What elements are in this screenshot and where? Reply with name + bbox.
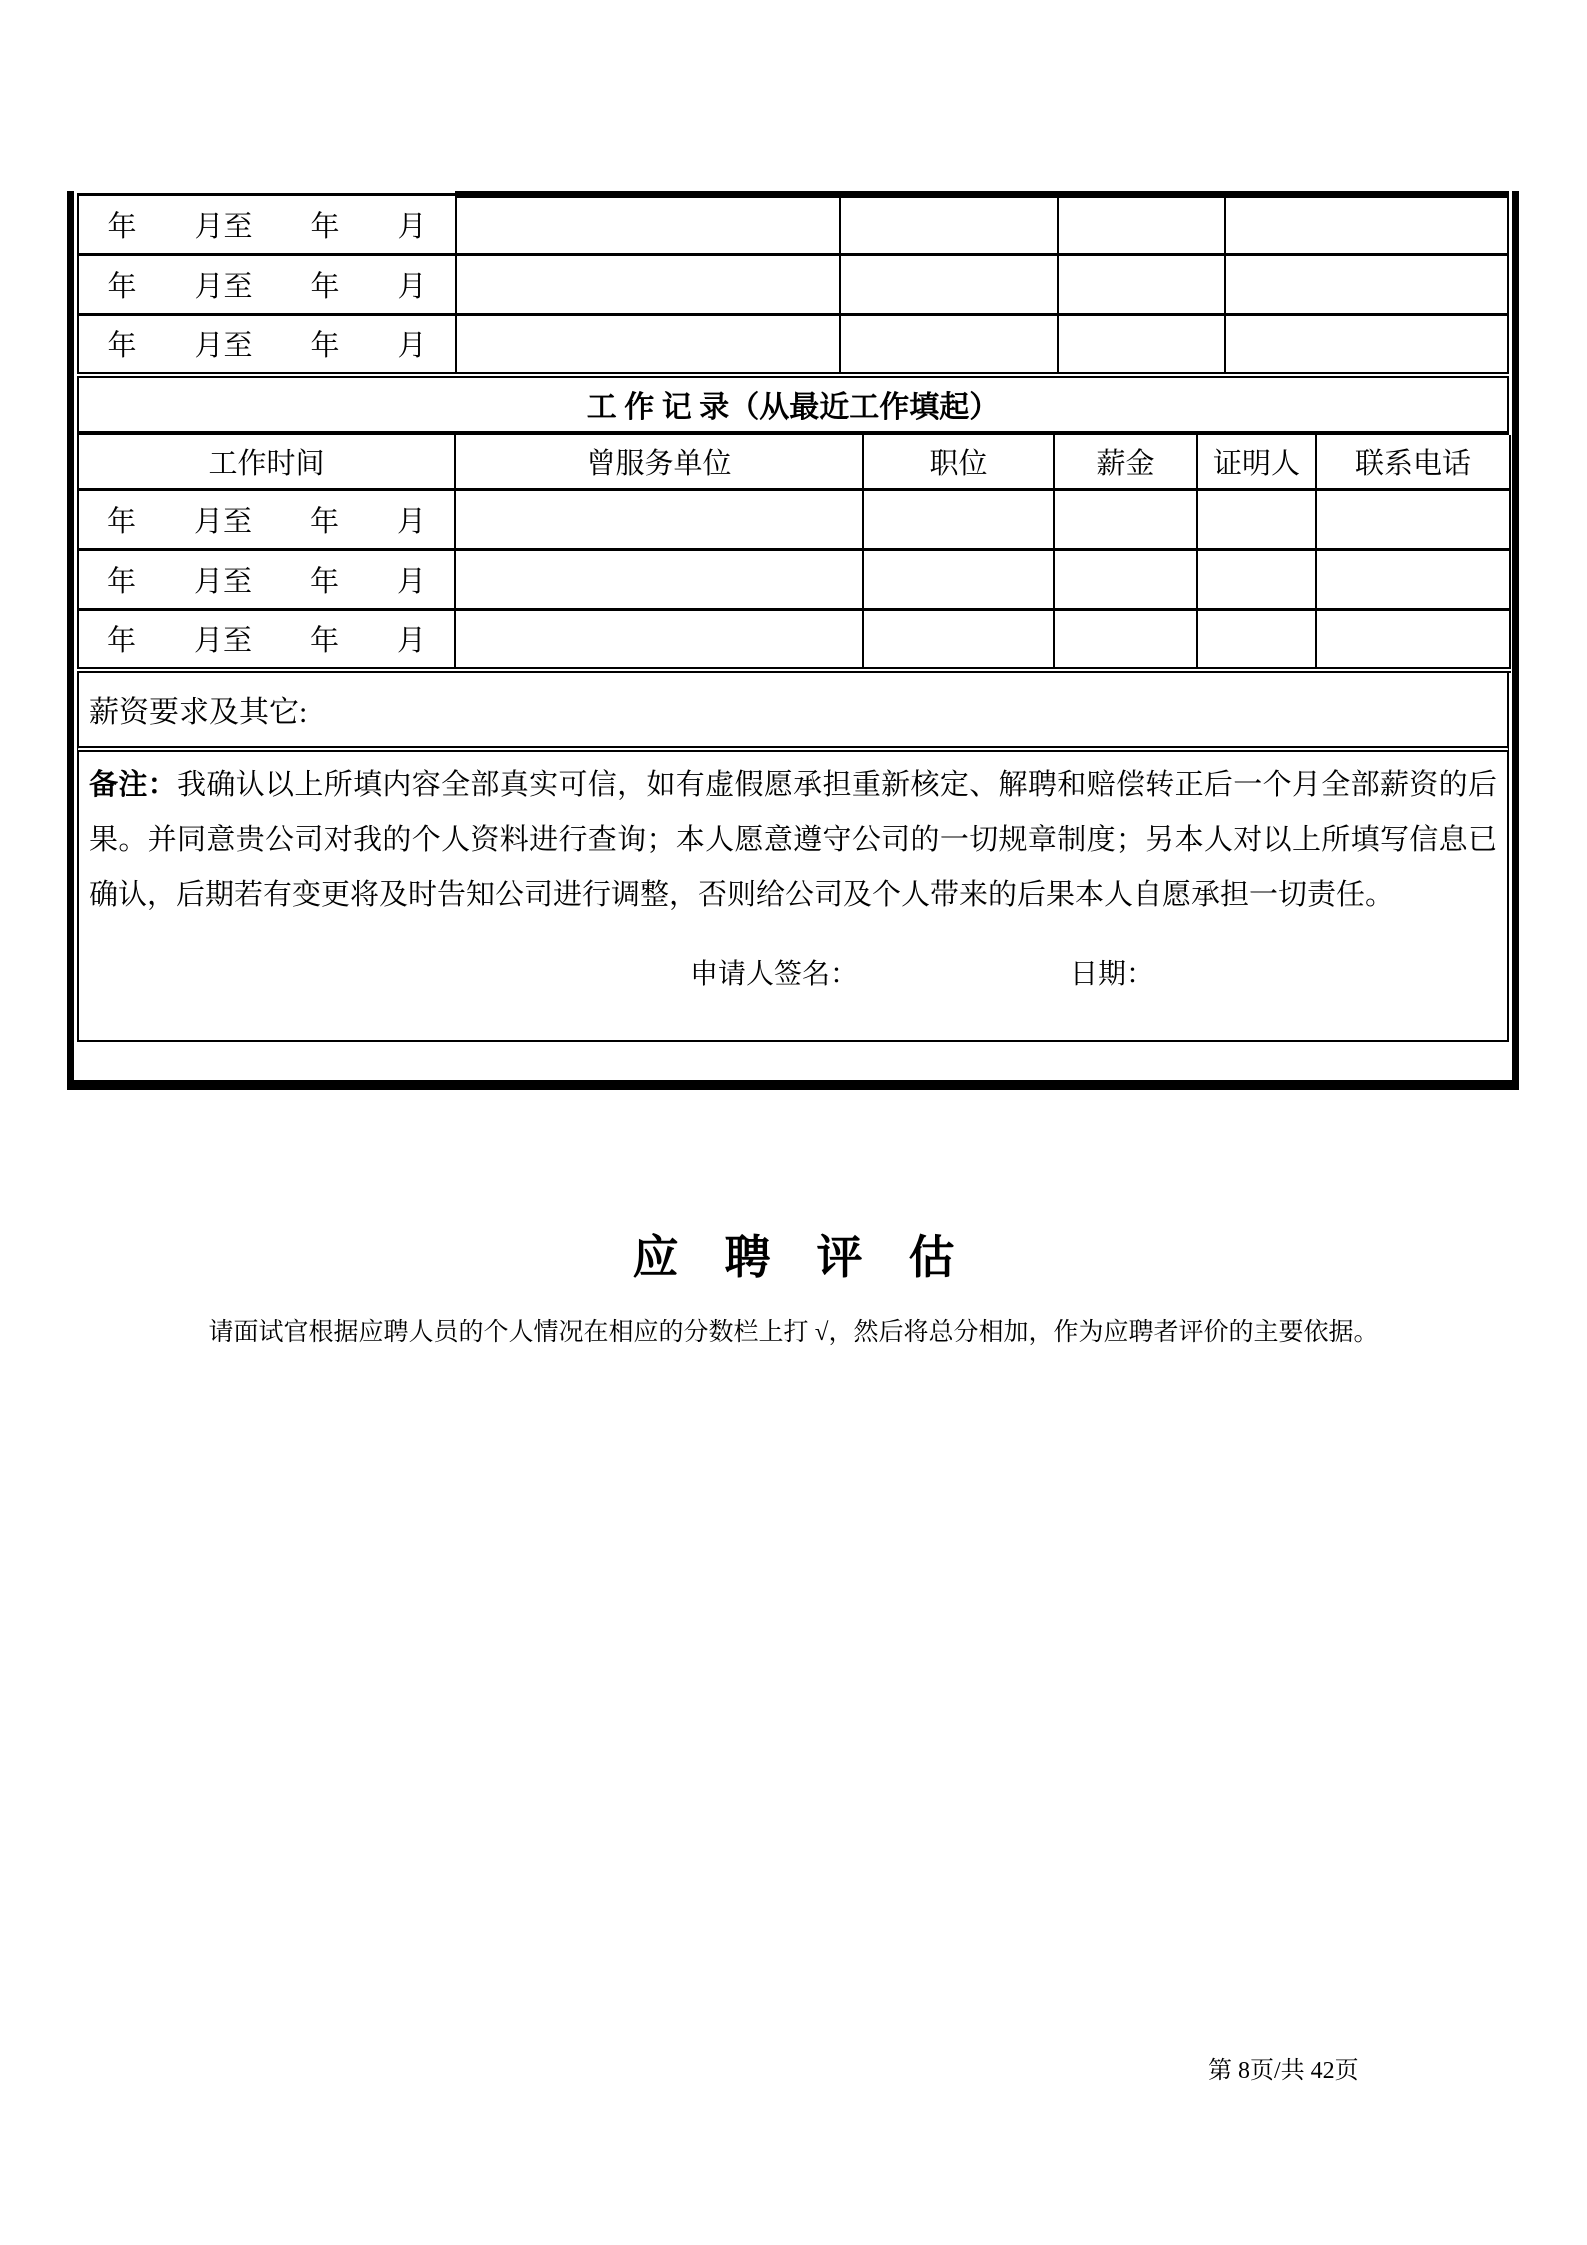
- salary-requirement-label: 薪资要求及其它:: [89, 695, 308, 729]
- remarks-text: 我确认以上所填内容全部真实可信，如有虚假愿承担重新核定、解聘和赔偿转正后一个月全部薪资的后果。并同意贵公司对我的个人资料进行查询；本人愿意遵守公司的一切规章制度；另本人对以上所填写信息已确认，后期若有变更将及时告知公司进行调整，否则给公司及个人带来的后果本人自愿承担一切责任。: [89, 768, 1497, 911]
- period-cell: 年 月至 年 月: [78, 255, 456, 315]
- empty-cell: [863, 550, 1054, 610]
- empty-cell: [1197, 550, 1316, 610]
- empty-cell: [1316, 490, 1510, 550]
- page-number: 第 8页/共 42页: [1208, 2058, 1359, 2084]
- empty-cell: [863, 610, 1054, 670]
- empty-cell: [840, 315, 1058, 375]
- remarks-section: [77, 752, 1509, 1042]
- empty-cell: [1225, 315, 1508, 375]
- empty-cell: [1225, 195, 1508, 255]
- applicant-signature-label: 申请人签名：: [690, 958, 859, 990]
- empty-cell: [1054, 550, 1197, 610]
- remarks-label: 备注：: [89, 768, 178, 801]
- work-record-table: [77, 435, 1511, 673]
- empty-cell: [1058, 315, 1225, 375]
- table-row: [78, 490, 1510, 550]
- empty-cell: [1225, 255, 1508, 315]
- empty-cell: [455, 550, 863, 610]
- work-record-header-row: [78, 435, 1510, 490]
- column-header-salary: 薪金: [1054, 435, 1197, 490]
- column-header-work-time: 工作时间: [78, 435, 455, 490]
- evaluation-instruction: 请面试官根据应聘人员的个人情况在相应的分数栏上打 √，然后将总分相加，作为应聘者评价的主要依据。: [208, 1319, 1379, 1346]
- empty-cell: [1058, 195, 1225, 255]
- form-frame: [67, 191, 1519, 1090]
- empty-cell: [455, 610, 863, 670]
- period-cell: 年 月至 年 月: [78, 610, 455, 670]
- remarks-paragraph: [89, 758, 1497, 923]
- empty-cell: [1054, 610, 1197, 670]
- evaluation-title: 应 聘 评 估: [632, 1232, 955, 1283]
- column-header-position: 职位: [863, 435, 1054, 490]
- empty-cell: [1316, 610, 1510, 670]
- empty-cell: [840, 255, 1058, 315]
- period-cell: 年 月至 年 月: [78, 550, 455, 610]
- empty-cell: [1316, 550, 1510, 610]
- empty-cell: [455, 490, 863, 550]
- table-row: [78, 195, 1508, 255]
- empty-cell: [456, 195, 840, 255]
- empty-cell: [840, 195, 1058, 255]
- table-row: [78, 550, 1510, 610]
- salary-requirement-row: [77, 673, 1509, 752]
- table-row: [78, 255, 1508, 315]
- period-cell: 年 月至 年 月: [78, 490, 455, 550]
- column-header-phone: 联系电话: [1316, 435, 1510, 490]
- previous-period-table: [77, 191, 1509, 378]
- period-cell: 年 月至 年 月: [78, 195, 456, 255]
- column-header-company: 曾服务单位: [455, 435, 863, 490]
- empty-cell: [1197, 490, 1316, 550]
- empty-cell: [1197, 610, 1316, 670]
- table-row: [78, 610, 1510, 670]
- period-cell: 年 月至 年 月: [78, 315, 456, 375]
- date-label: 日期：: [1070, 958, 1155, 990]
- column-header-referee: 证明人: [1197, 435, 1316, 490]
- work-record-title: 工 作 记 录（从最近工作填起）: [77, 378, 1509, 435]
- empty-cell: [456, 315, 840, 375]
- empty-cell: [456, 255, 840, 315]
- empty-cell: [1058, 255, 1225, 315]
- empty-cell: [1054, 490, 1197, 550]
- table-row: [78, 315, 1508, 375]
- empty-cell: [863, 490, 1054, 550]
